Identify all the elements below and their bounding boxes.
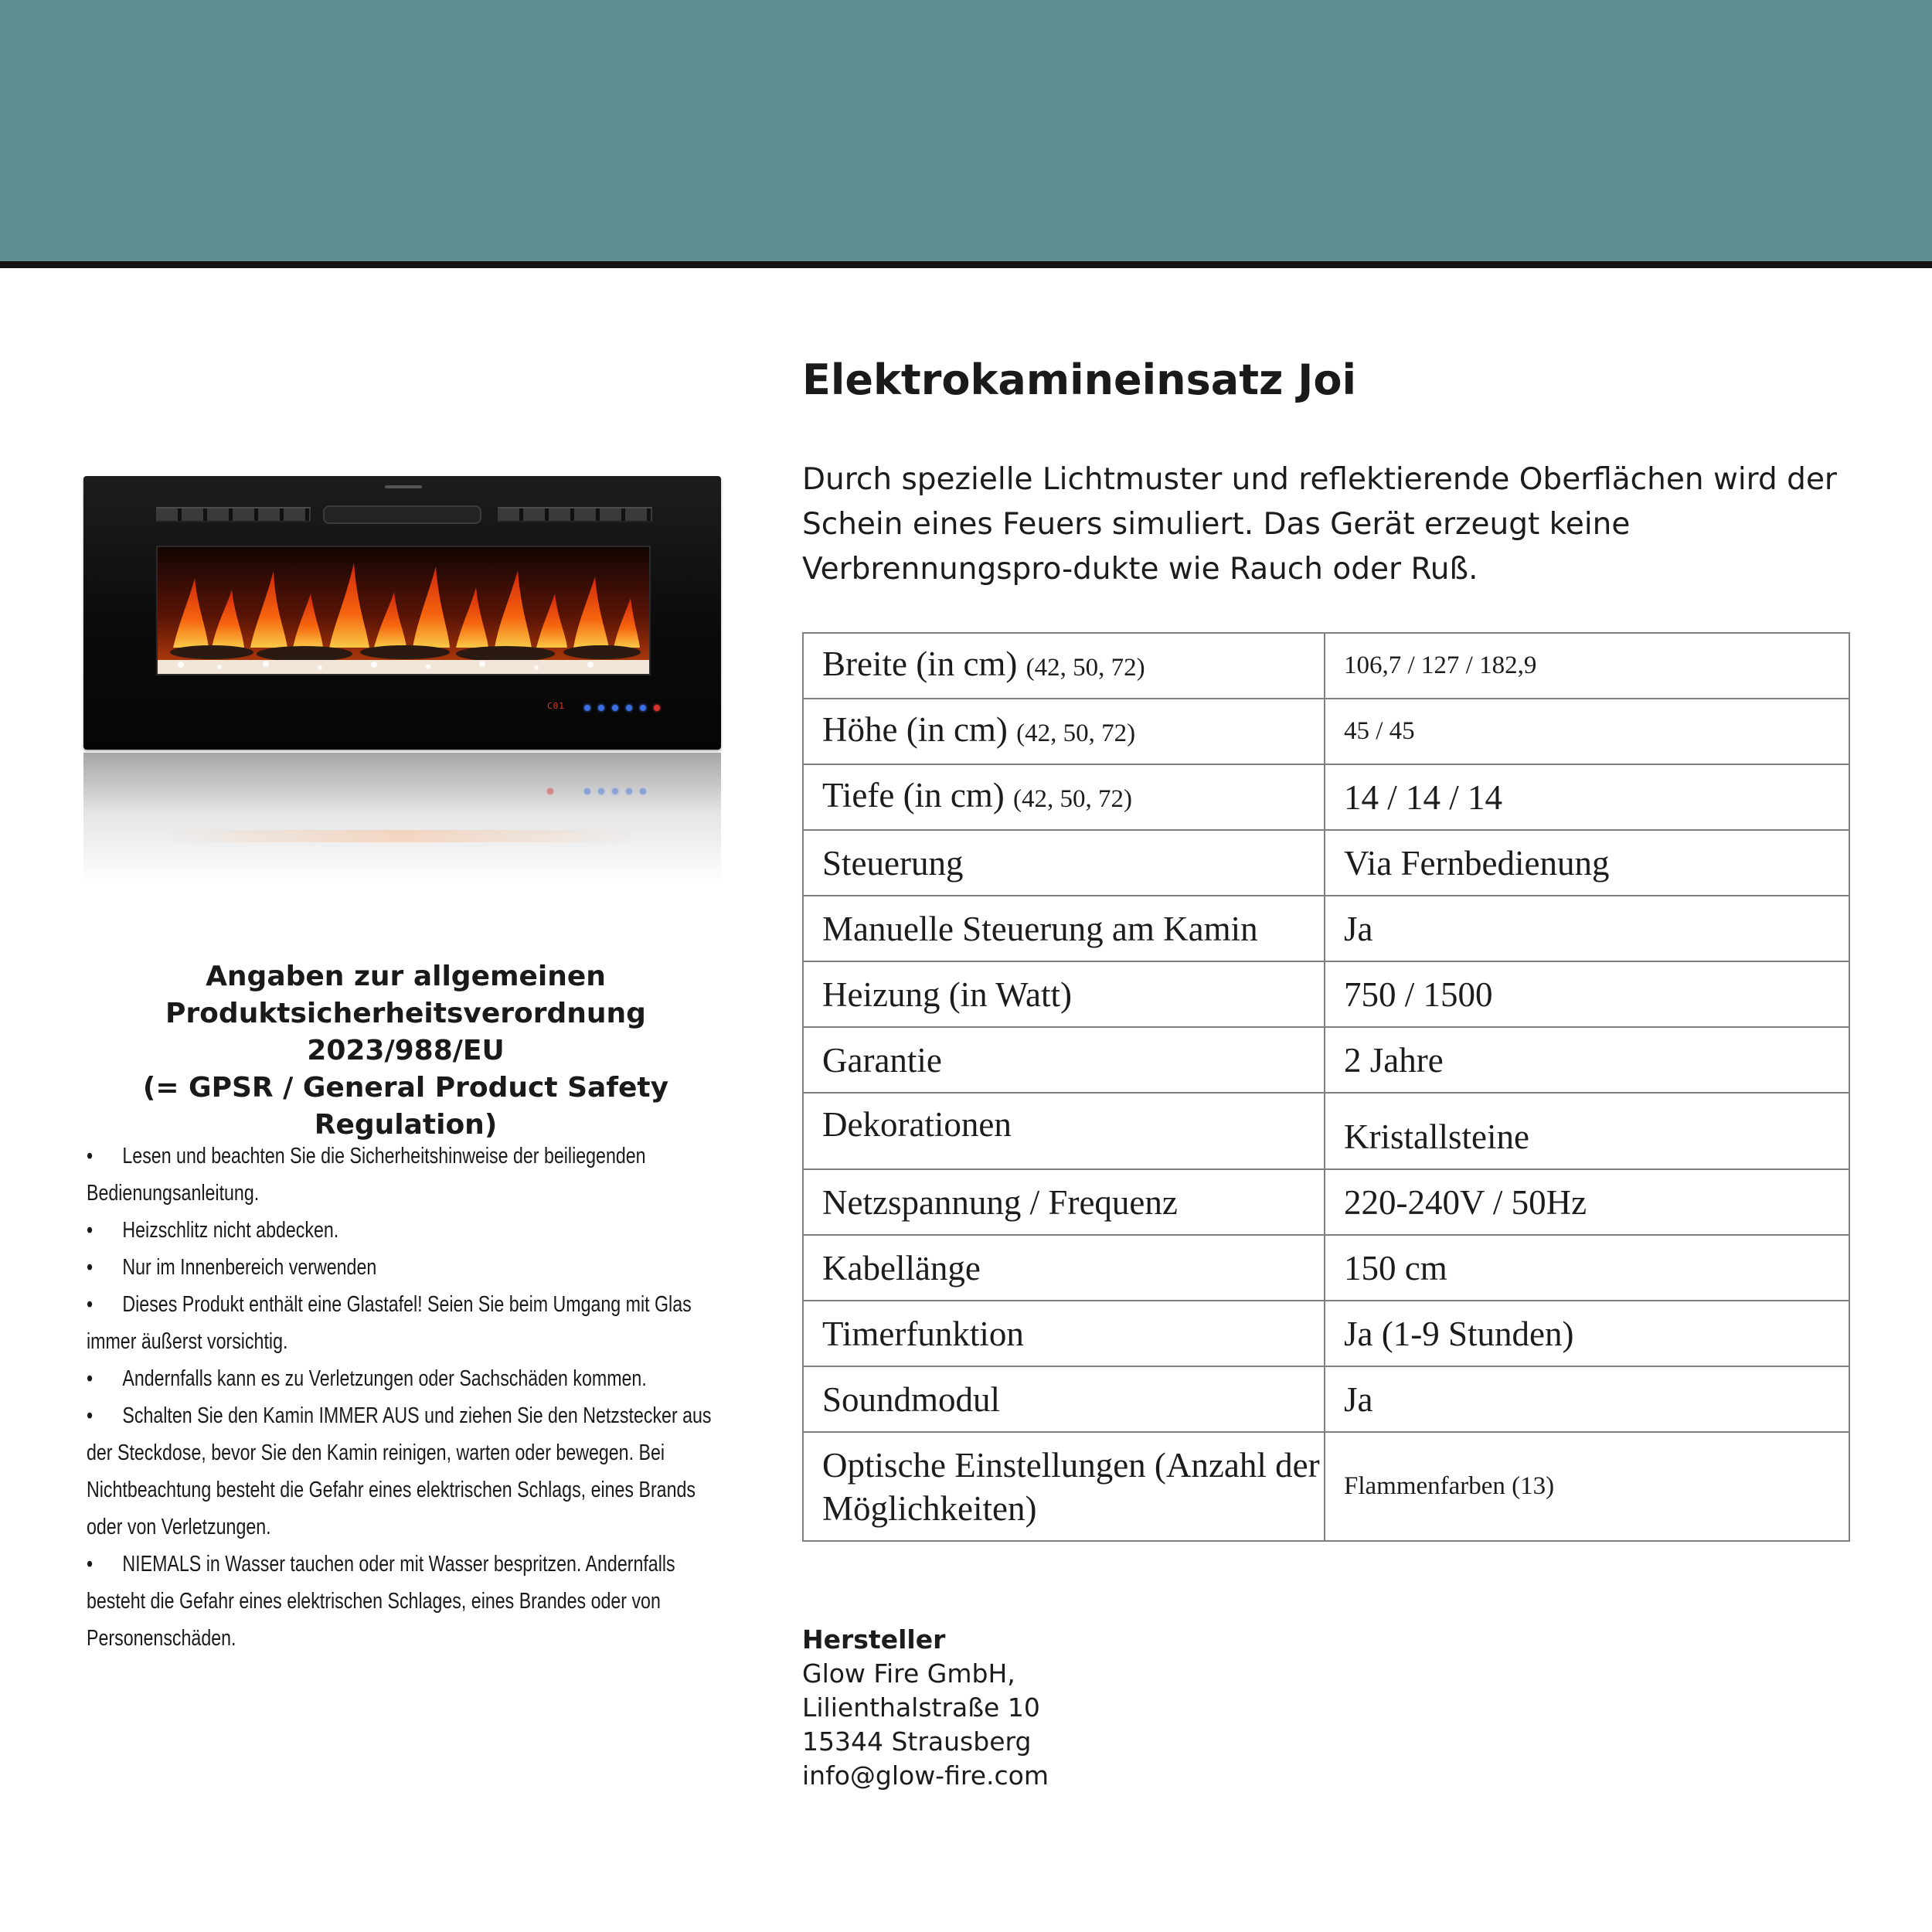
spec-value: Ja (1-9 Stunden) [1325, 1301, 1849, 1366]
product-image-fireplace [83, 476, 721, 893]
product-title: Elektrokamineinsatz Joi [802, 355, 1356, 404]
safety-note-item [87, 1397, 736, 1546]
safety-note-text: Nur im Innenbereich verwenden [122, 1255, 377, 1280]
spec-label-variants: (42, 50, 72) [1013, 785, 1133, 813]
spec-label [803, 896, 1325, 961]
reflection-led-icon [612, 788, 618, 794]
spec-row [803, 1027, 1849, 1093]
spec-label [803, 1169, 1325, 1235]
spec-label-text: Breite (in cm) [822, 645, 1018, 683]
control-button-icon [626, 705, 632, 711]
spec-value: 14 / 14 / 14 [1325, 764, 1849, 830]
safety-note-item [87, 1138, 736, 1212]
spec-value: 45 / 45 [1325, 699, 1849, 764]
spec-value: 150 cm [1325, 1235, 1849, 1301]
spec-row [803, 1301, 1849, 1366]
control-button-icon [584, 705, 590, 711]
spec-label-text: Optische Einstellungen (Anzahl der Möglichkeiten) [822, 1445, 1320, 1528]
spec-value: Via Fernbedienung [1325, 830, 1849, 896]
spec-row [803, 830, 1849, 896]
fireplace-body [83, 476, 721, 750]
fireplace-reflection [83, 753, 721, 884]
gpsr-heading [77, 958, 734, 1144]
spec-label [803, 1027, 1325, 1093]
spec-label-text: Timerfunktion [822, 1314, 1024, 1353]
spec-row [803, 961, 1849, 1027]
spec-row [803, 1235, 1849, 1301]
spec-label [803, 1093, 1325, 1169]
spec-label-text: Steuerung [822, 843, 964, 883]
spec-value: Flammenfarben (13) [1325, 1432, 1849, 1541]
spec-label-text: Höhe (in cm) [822, 710, 1008, 749]
fireplace-vent-right [498, 507, 652, 522]
spec-row [803, 1432, 1849, 1541]
manufacturer-heading: Hersteller [802, 1624, 946, 1655]
control-button-icon [640, 705, 646, 711]
reflection-glow [168, 830, 632, 842]
reflection-led-icon [598, 788, 604, 794]
spec-label [803, 961, 1325, 1027]
safety-notes-list [87, 1138, 736, 1657]
spec-row [803, 1093, 1849, 1169]
safety-note-text: Andernfalls kann es zu Verletzungen oder Sachschäden kommen. [122, 1366, 647, 1391]
manufacturer-city: 15344 Strausberg [802, 1726, 1032, 1757]
fireplace-vent-left [156, 507, 311, 522]
spec-value: 106,7 / 127 / 182,9 [1325, 633, 1849, 699]
spec-label [803, 699, 1325, 764]
safety-note-item [87, 1212, 736, 1249]
reflection-led-icon [547, 788, 553, 794]
spec-row [803, 633, 1849, 699]
manufacturer-email: info@glow-fire.com [802, 1760, 1049, 1791]
reflection-led-icon [626, 788, 632, 794]
safety-note-text: Lesen und beachten Sie die Sicherheitshinweise der beiliegenden Bedienungsanleitung. [87, 1144, 646, 1206]
gpsr-heading-line: Produktsicherheitsverordnung 2023/988/EU [165, 998, 646, 1066]
spec-row [803, 1169, 1849, 1235]
safety-note-text: Dieses Produkt enthält eine Glastafel! Seien Sie beim Umgang mit Glas immer äußerst vorsichtig. [87, 1292, 692, 1354]
fireplace-brand-mark [385, 485, 422, 488]
reflection-led-icon [584, 788, 590, 794]
manufacturer-block [802, 1623, 1049, 1793]
safety-note-item [87, 1249, 736, 1286]
spec-label [803, 1235, 1325, 1301]
spec-label-text: Garantie [822, 1040, 942, 1080]
spec-label-text: Heizung (in Watt) [822, 975, 1072, 1014]
bullet-icon: • [87, 1218, 94, 1243]
spec-label-text: Soundmodul [822, 1379, 1001, 1419]
gpsr-heading-line: Angaben zur allgemeinen [206, 961, 606, 992]
spec-label-text: Kabellänge [822, 1248, 981, 1287]
spec-label-text: Dekorationen [822, 1105, 1012, 1144]
bullet-icon: • [87, 1255, 94, 1280]
spec-row [803, 896, 1849, 961]
spec-table [802, 632, 1850, 1542]
spec-value: 220-240V / 50Hz [1325, 1169, 1849, 1235]
bullet-icon: • [87, 1292, 94, 1317]
fireplace-led-display: C01 [547, 701, 565, 711]
spec-value: Kristallsteine [1325, 1093, 1849, 1169]
spec-value: Ja [1325, 896, 1849, 961]
bullet-icon: • [87, 1552, 94, 1577]
safety-note-item [87, 1286, 736, 1360]
spec-row [803, 1366, 1849, 1432]
control-button-icon [612, 705, 618, 711]
bullet-icon: • [87, 1403, 94, 1428]
manufacturer-name: Glow Fire GmbH, [802, 1658, 1015, 1689]
spec-label [803, 1301, 1325, 1366]
reflection-led-icon [640, 788, 646, 794]
safety-note-item [87, 1546, 736, 1657]
spec-label-variants: (42, 50, 72) [1016, 719, 1136, 747]
spec-label-text: Manuelle Steuerung am Kamin [822, 909, 1258, 948]
spec-label-variants: (42, 50, 72) [1026, 654, 1145, 682]
bullet-icon: • [87, 1366, 94, 1391]
safety-note-text: NIEMALS in Wasser tauchen oder mit Wasser bespritzen. Andernfalls besteht die Gefahr eines elektrischen Schlages, eines Brandes oder von Personenschäden. [87, 1552, 675, 1651]
spec-label-text: Netzspannung / Frequenz [822, 1182, 1178, 1222]
header-band [0, 0, 1932, 261]
spec-row [803, 699, 1849, 764]
spec-label [803, 1432, 1325, 1541]
header-rule [0, 261, 1932, 268]
safety-note-text: Schalten Sie den Kamin IMMER AUS und ziehen Sie den Netzstecker aus der Steckdose, bevor Sie den Kamin reinigen, warten oder bewegen. Bei Nichtbeachtung besteht die Gefahr eines elektrischen Schlags, eines Brands oder von Verletzungen. [87, 1403, 712, 1539]
safety-note-text: Heizschlitz nicht abdecken. [122, 1218, 339, 1243]
safety-note-item [87, 1360, 736, 1397]
fireplace-vent-center [323, 505, 481, 524]
spec-value: Ja [1325, 1366, 1849, 1432]
spec-label [803, 1366, 1325, 1432]
spec-value: 2 Jahre [1325, 1027, 1849, 1093]
product-intro: Durch spezielle Lichtmuster und reflektierende Oberflächen wird der Schein eines Feuers simuliert. Das Gerät erzeugt keine Verbrennungspro-dukte wie Rauch oder Ruß. [802, 462, 1837, 587]
gpsr-heading-line: (= GPSR / General Product Safety Regulation) [142, 1072, 669, 1141]
spec-row [803, 764, 1849, 830]
spec-label-text: Tiefe (in cm) [822, 776, 1005, 815]
spec-value: 750 / 1500 [1325, 961, 1849, 1027]
flame-illustration [158, 547, 649, 674]
spec-label [803, 633, 1325, 699]
spec-label [803, 764, 1325, 830]
fireplace-flame-window [156, 546, 651, 675]
bullet-icon: • [87, 1144, 94, 1168]
power-button-icon [654, 705, 660, 711]
manufacturer-street: Lilienthalstraße 10 [802, 1692, 1040, 1723]
control-button-icon [598, 705, 604, 711]
spec-label [803, 830, 1325, 896]
